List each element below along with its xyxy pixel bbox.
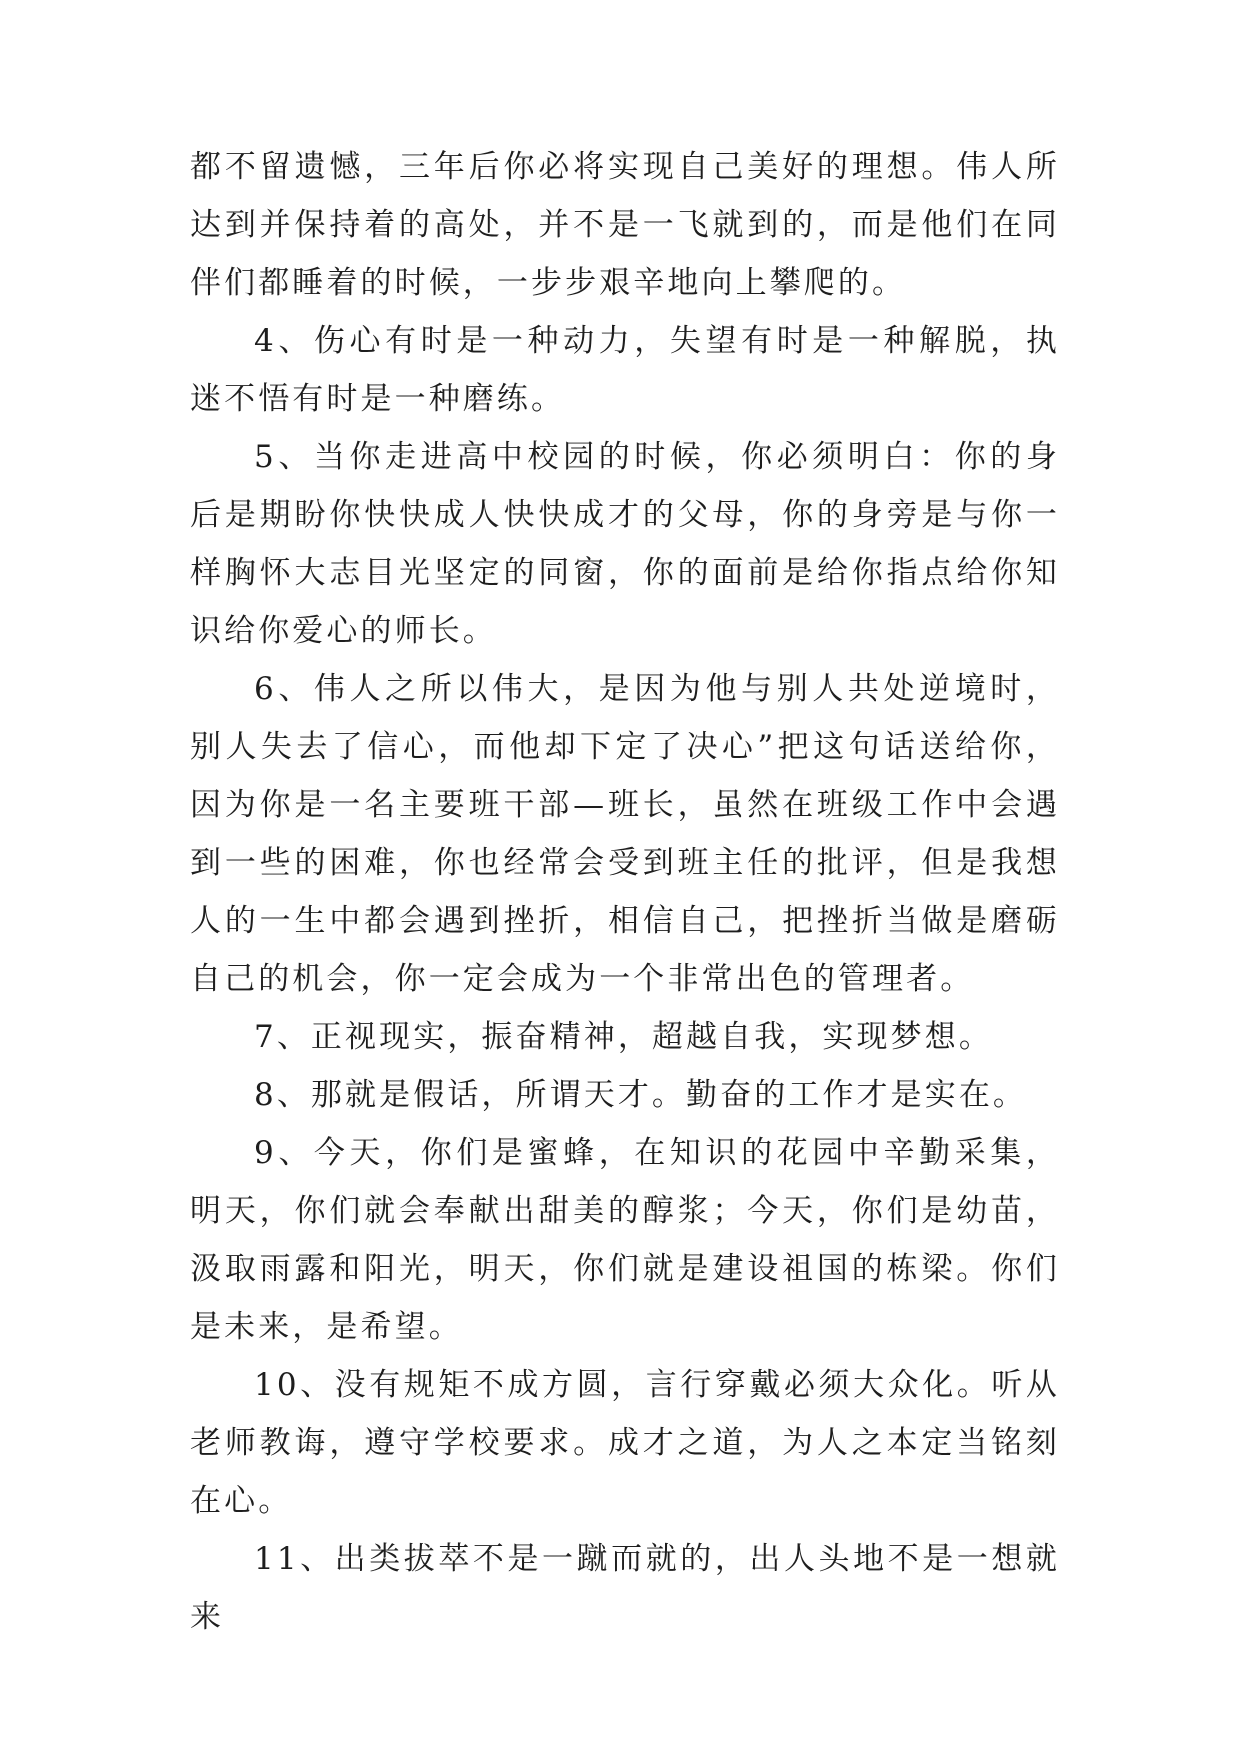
paragraph-item-6: 6、伟人之所以伟大，是因为他与别人共处逆境时，别人失去了信心，而他却下定了决心”把这句话送给你，因为你是一名主要班干部—班长，虽然在班级工作中会遇到一些的困难，你也经常会受到班主任的批评，但是我想人的一生中都会遇到挫折，相信自己，把挫折当做是磨砺自己的机会，你一定会成为一个非常出色的管理者。 [190, 671, 1060, 997]
paragraph-item-5: 5、当你走进高中校园的时候，你必须明白：你的身后是期盼你快快成人快快成才的父母，你的身旁是与你一样胸怀大志目光坚定的同窗，你的面前是给你指点给你知识给你爱心的师长。 [190, 439, 1060, 649]
paragraph-item-7: 7、正视现实，振奋精神，超越自我，实现梦想。 [254, 1019, 993, 1055]
paragraph-item-11: 11、出类拔萃不是一蹴而就的，出人头地不是一想就来 [190, 1541, 1060, 1635]
document-page [190, 138, 1060, 1646]
paragraph-item-9: 9、今天，你们是蜜蜂，在知识的花园中辛勤采集，明天，你们就会奉献出甜美的醇浆；今天，你们是幼苗，汲取雨露和阳光，明天，你们就是建设祖国的栋梁。你们是未来，是希望。 [190, 1135, 1060, 1345]
paragraph-continuation: 都不留遗憾，三年后你必将实现自己美好的理想。伟人所达到并保持着的高处，并不是一飞就到的，而是他们在同伴们都睡着的时候，一步步艰辛地向上攀爬的。 [190, 149, 1060, 301]
paragraph-item-8: 8、那就是假话，所谓天才。勤奋的工作才是实在。 [254, 1077, 1028, 1113]
paragraph-item-10: 10、没有规矩不成方圆，言行穿戴必须大众化。听从老师教诲，遵守学校要求。成才之道，为人之本定当铭刻在心。 [190, 1367, 1060, 1519]
paragraph-item-4: 4、伤心有时是一种动力，失望有时是一种解脱，执迷不悟有时是一种磨练。 [190, 323, 1060, 417]
